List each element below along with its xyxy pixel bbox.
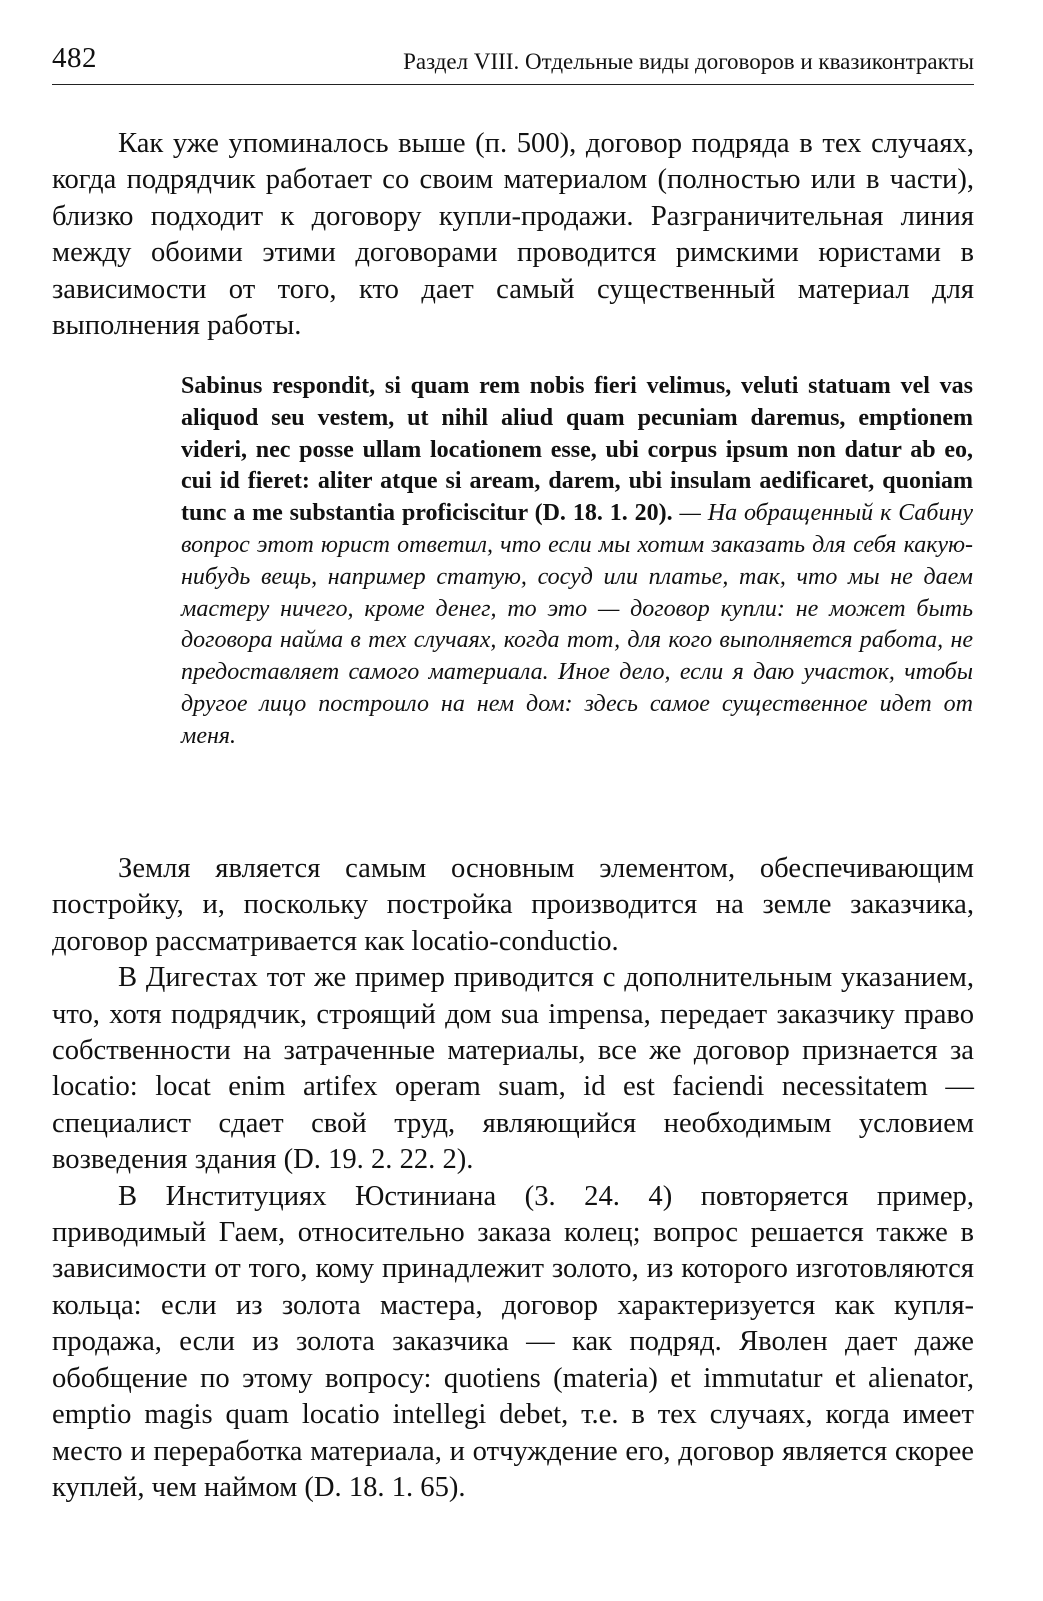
page-number: 482 bbox=[52, 42, 97, 74]
paragraph-institutions: В Институциях Юстиниана (3. 24. 4) повторяется пример, приводимый Гаем, относительно заказа колец; вопрос решается также в зависимости от того, кому принадлежит золото, из которого изготовляются кольца: если из золота мастера, договор характеризуется как купля-продажа, если из золота заказчика — как подряд. Яволен дает даже обобщение по этому вопросу: quotiens (materia) et immutatur et alienator, emptio magis quam locatio intellegi debet, т.е. в тех случаях, когда имеет место и переработка материала, и отчуждение его, договор является скорее куплей, чем наймом (D. 18. 1. 65). bbox=[52, 1180, 974, 1503]
body-text-bottom bbox=[52, 851, 974, 1506]
running-header bbox=[52, 40, 974, 85]
quote-translation: — На обращенный к Сабину вопрос этот юрист ответил, что если мы хотим заказать для себя какую-нибудь вещь, например статую, сосуд или платье, так, что мы не даем мастеру ничего, кроме денег, то это — договор купли: не может быть договора найма в тех случаях, когда тот, для кого выполняется работа, не предоставляет самого материала. Иное дело, если я даю участок, чтобы другое лицо построило на нем дом: здесь самое существенное идет от меня. bbox=[181, 500, 974, 749]
body-text-top bbox=[52, 126, 974, 344]
latin-quote-block bbox=[181, 371, 973, 753]
section-title: Раздел VIII. Отдельные виды договоров и квазиконтракты bbox=[403, 49, 974, 74]
paragraph-digests: В Дигестах тот же пример приводится с дополнительным указанием, что, хотя подрядчик, строящий дом sua impensa, передает заказчику право собственности на затраченные материалы, все же договор признается за locatio: locat enim artifex operam suam, id est faciendi necessitatem — специалист сдает свой труд, являющийся необходимым условием возведения здания (D. 19. 2. 22. 2). bbox=[52, 962, 974, 1176]
paragraph-intro: Как уже упоминалось выше (п. 500), договор подряда в тех случаях, когда подрядчик работает со своим материалом (полностью или в части), близко подходит к договору купли-продажи. Разграничительная линия между обоими этими договорами проводится римскими юристами в зависимости от того, кто дает самый существенный материал для выполнения работы. bbox=[52, 128, 974, 342]
paragraph-land: Земля является самым основным элементом, обеспечивающим постройку, и, поскольку постройка производится на земле заказчика, договор рассматривается как locatio-conductio. bbox=[52, 853, 974, 957]
latin-quote: Sabinus respondit, si quam rem nobis fieri velimus, veluti statuam vel vas aliquod seu vestem, ut nihil aliud quam pecuniam daremus, emptionem videri, nec posse ullam locationem esse, ubi corpus ipsum non datur ab eo, cui id fieret: aliter atque si aream, darem, ubi insulam aedificaret, quoniam tunc a me substantia proficiscitur (D. 18. 1. 20). bbox=[181, 373, 973, 527]
